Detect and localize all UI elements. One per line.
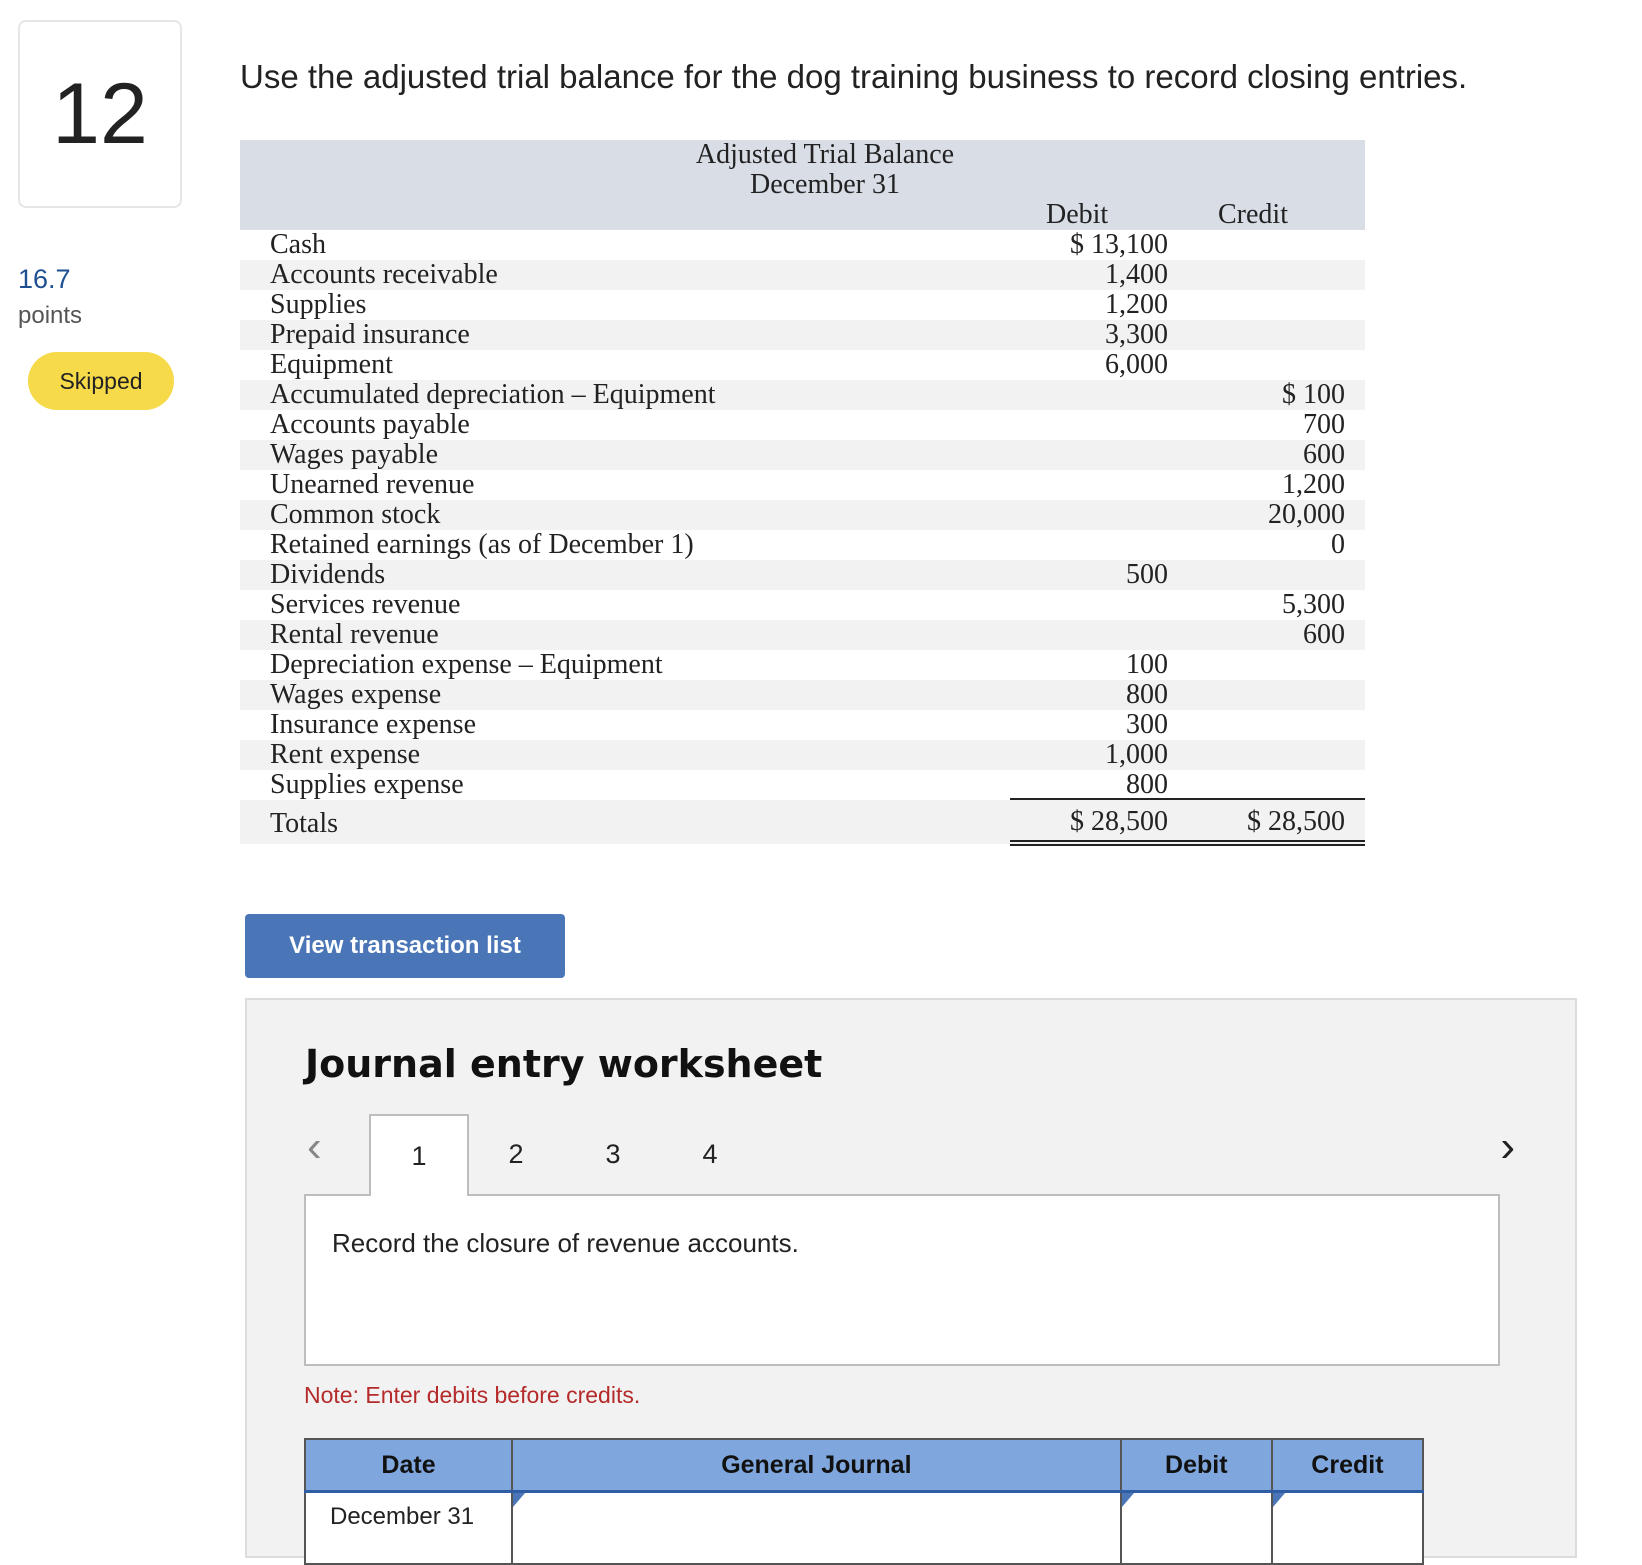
trial-balance-row — [240, 470, 1365, 500]
trial-balance-header — [240, 140, 1365, 230]
journal-table — [304, 1438, 1424, 1565]
account-name: Unearned revenue — [270, 469, 475, 500]
account-name: Retained earnings (as of December 1) — [270, 529, 694, 560]
account-name: Services revenue — [270, 589, 461, 620]
chevron-left-icon[interactable]: ‹ — [307, 1122, 322, 1171]
debit-column-header: Debit — [1046, 199, 1109, 230]
account-name: Supplies expense — [270, 769, 464, 800]
points-label: points — [18, 302, 83, 329]
trial-balance-rows — [240, 230, 1365, 800]
credit-amount: $ 100 — [1282, 379, 1345, 410]
trial-balance-row — [240, 710, 1365, 740]
trial-balance-row — [240, 290, 1365, 320]
trial-balance-row — [240, 260, 1365, 290]
chevron-right-icon[interactable]: › — [1500, 1122, 1515, 1171]
account-name: Supplies — [270, 289, 367, 320]
trial-balance-row — [240, 350, 1365, 380]
adjusted-trial-balance — [240, 140, 1365, 844]
account-name: Cash — [270, 229, 326, 260]
credit-amount: 700 — [1303, 409, 1345, 440]
account-name: Wages payable — [270, 439, 438, 470]
account-name: Accounts payable — [270, 409, 470, 440]
trial-balance-title: Adjusted Trial Balance — [695, 139, 955, 170]
tab-3[interactable]: 3 — [605, 1138, 621, 1169]
general-journal-column-header: General Journal — [512, 1439, 1121, 1492]
trial-balance-row — [240, 530, 1365, 560]
credit-amount: 600 — [1303, 439, 1345, 470]
question-number: 12 — [18, 20, 182, 208]
debit-amount: $ 13,100 — [1070, 229, 1168, 260]
account-name: Rental revenue — [270, 619, 439, 650]
trial-balance-row — [240, 620, 1365, 650]
tab-1[interactable]: 1 — [369, 1114, 469, 1196]
debit-column-header-journal: Debit — [1121, 1439, 1272, 1492]
tab-4[interactable]: 4 — [702, 1138, 718, 1169]
note-text: Note: Enter debits before credits. — [304, 1382, 641, 1408]
trial-balance-row — [240, 680, 1365, 710]
totals-debit: $ 28,500 — [1070, 806, 1168, 837]
debit-amount: 1,400 — [1105, 259, 1168, 290]
credit-input[interactable] — [1272, 1492, 1423, 1565]
account-name: Rent expense — [270, 739, 421, 770]
totals-row — [240, 800, 1365, 844]
account-name: Wages expense — [270, 679, 442, 710]
points-value: 16.7 — [18, 264, 71, 294]
credit-amount: 5,300 — [1282, 589, 1345, 620]
worksheet-title: Journal entry worksheet — [305, 1042, 823, 1086]
date-column-header: Date — [305, 1439, 512, 1492]
trial-balance-row — [240, 770, 1365, 800]
account-name: Prepaid insurance — [270, 319, 470, 350]
trial-balance-row — [240, 500, 1365, 530]
journal-entry-worksheet — [245, 998, 1577, 1558]
debit-amount: 300 — [1126, 709, 1168, 740]
trial-balance-row — [240, 740, 1365, 770]
debit-amount: 3,300 — [1105, 319, 1168, 350]
credit-amount: 1,200 — [1282, 469, 1345, 500]
account-name: Depreciation expense – Equipment — [270, 649, 663, 680]
trial-balance-row — [240, 230, 1365, 260]
account-select[interactable] — [512, 1492, 1121, 1565]
debit-amount: 500 — [1126, 559, 1168, 590]
trial-balance-row — [240, 650, 1365, 680]
status-badge: Skipped — [28, 352, 174, 410]
credit-amount: 600 — [1303, 619, 1345, 650]
credit-column-header-journal: Credit — [1272, 1439, 1423, 1492]
trial-balance-row — [240, 320, 1365, 350]
account-name: Insurance expense — [270, 709, 477, 740]
credit-amount: 0 — [1331, 529, 1345, 560]
tab-2[interactable]: 2 — [508, 1138, 524, 1169]
instruction-panel — [304, 1194, 1500, 1366]
credit-amount: 20,000 — [1268, 499, 1345, 530]
account-name: Common stock — [270, 499, 441, 530]
debit-amount: 100 — [1126, 649, 1168, 680]
debit-amount: 800 — [1126, 679, 1168, 710]
debit-amount: 1,000 — [1105, 739, 1168, 770]
debit-amount: 1,200 — [1105, 289, 1168, 320]
account-name: Accumulated depreciation – Equipment — [270, 379, 716, 410]
account-name: Equipment — [270, 349, 393, 380]
instruction-text: Record the closure of revenue accounts. — [332, 1228, 799, 1258]
trial-balance-date: December 31 — [749, 169, 901, 200]
account-name: Dividends — [270, 559, 386, 590]
view-transaction-list-button[interactable]: View transaction list — [245, 914, 565, 978]
totals-label: Totals — [270, 808, 339, 839]
account-name: Accounts receivable — [270, 259, 498, 290]
trial-balance-row — [240, 410, 1365, 440]
trial-balance-row — [240, 560, 1365, 590]
debit-input[interactable] — [1121, 1492, 1272, 1565]
totals-credit: $ 28,500 — [1247, 806, 1345, 837]
credit-column-header: Credit — [1218, 199, 1288, 230]
debit-amount: 800 — [1126, 769, 1168, 800]
debit-amount: 6,000 — [1105, 349, 1168, 380]
question-text: Use the adjusted trial balance for the dog training business to record closing entries. — [240, 58, 1468, 95]
trial-balance-row — [240, 590, 1365, 620]
trial-balance-row — [240, 380, 1365, 410]
trial-balance-row — [240, 440, 1365, 470]
date-cell[interactable]: December 31 — [305, 1492, 512, 1565]
journal-row — [305, 1492, 1423, 1565]
